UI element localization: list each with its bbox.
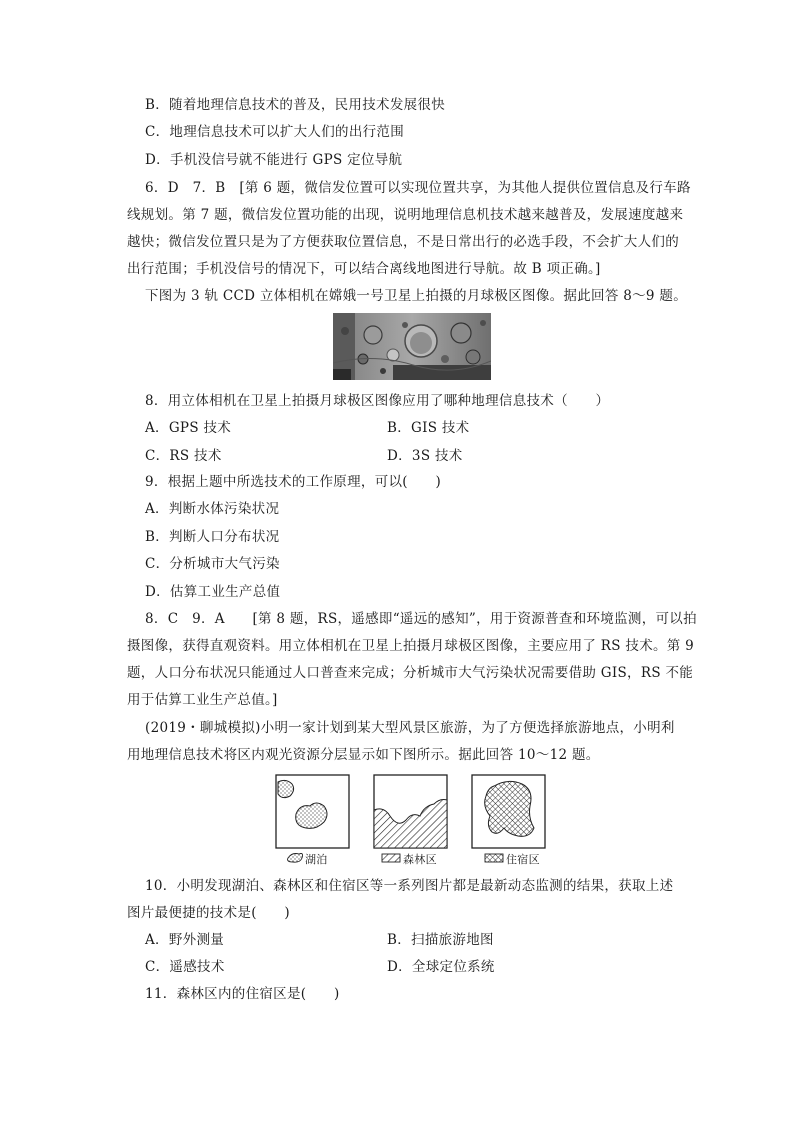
q10-option-c: C．遥感技术 [145,959,225,975]
q9-option-b: B．判断人口分布状况 [145,529,280,545]
answer-6-7-line-2: 线规划。第 7 题，微信发位置功能的出现，说明地理信息机技术越来越普及，发展速度越来 [127,207,684,223]
q9-option-d: D．估算工业生产总值 [145,584,281,600]
q9-option-c: C．分析城市大气污染 [145,556,280,572]
intro-10-12-line-2: 用地理信息技术将区内观光资源分层显示如下图所示。据此回答 10～12 题。 [127,747,600,763]
lodging-legend-symbol [485,854,503,862]
answer-6-7-line-4: 出行范围；手机没信号的情况下，可以结合离线地图进行导航。故 B 项正确。] [127,261,601,277]
q8-option-d: D．3S 技术 [387,448,463,464]
q7-option-c: C．地理信息技术可以扩大人们的出行范围 [145,124,405,140]
q10-stem-line-1: 10．小明发现湖泊、森林区和住宿区等一系列图片都是最新动态监测的结果，获取上述 [145,878,674,894]
lodging-layer-panel [472,775,545,848]
answer-8-9-line-2: 摄图像，获得直观资料。用立体相机在卫星上拍摄月球极区图像，主要应用了 RS 技术。第 9 [127,638,695,654]
answer-8-9-line-3: 题，人口分布状况只能通过人口普查来完成；分析城市大气污染状况需要借助 GIS，RS 不能 [127,665,694,681]
lake-layer-panel [276,775,349,848]
q9-option-a: A．判断水体污染状况 [145,501,280,517]
q7-option-d: D．手机没信号就不能进行 GPS 定位导航 [145,152,403,168]
forest-layer-panel [374,775,447,848]
legend-forest-label: 森林区 [403,853,437,866]
q8-option-b: B．GIS 技术 [387,420,470,436]
forest-legend-symbol [382,854,400,862]
legend-lodging-label: 住宿区 [506,853,540,866]
lunar-polar-image [333,313,491,380]
q8-option-a: A．GPS 技术 [145,420,232,436]
intro-10-12-line-1: (2019・聊城模拟)小明一家计划到某大型风景区旅游，为了方便选择旅游地点，小明利 [145,720,675,736]
answer-8-9-line-1: 8．C 9．A [第 8 题，RS，遥感即“遥远的感知”，用于资源普查和环境监测，可以拍 [145,611,697,627]
answer-6-7-line-3: 越快；微信发位置只是为了方便获取位置信息，不是日常出行的必选手段，不会扩大人们的 [127,234,679,250]
q9-stem: 9．根据上题中所选技术的工作原理，可以( ) [145,474,442,490]
answer-6-7-line-1: 6．D 7．B [第 6 题，微信发位置可以实现位置共享，为其他人提供位置信息及行车路 [145,180,691,196]
q7-option-b: B．随着地理信息技术的普及，民用技术发展很快 [145,97,446,113]
lake-legend-symbol [288,854,303,863]
q10-option-b: B．扫描旅游地图 [387,932,494,948]
answer-8-9-line-4: 用于估算工业生产总值。] [127,692,278,708]
q10-stem-line-2: 图片最便捷的技术是( ) [127,905,290,921]
legend-lake-label: 湖泊 [305,853,328,866]
q10-option-a: A．野外测量 [145,932,225,948]
q10-option-d: D．全球定位系统 [387,959,495,975]
q8-option-c: C．RS 技术 [145,448,222,464]
q11-stem: 11．森林区内的住宿区是( ) [145,986,340,1002]
intro-8-9: 下图为 3 轨 CCD 立体相机在嫦娥一号卫星上拍摄的月球极区图像。据此回答 8～9 题。 [145,288,687,304]
q8-stem: 8．用立体相机在卫星上拍摄月球极区图像应用了哪种地理信息技术（ ） [145,393,610,409]
